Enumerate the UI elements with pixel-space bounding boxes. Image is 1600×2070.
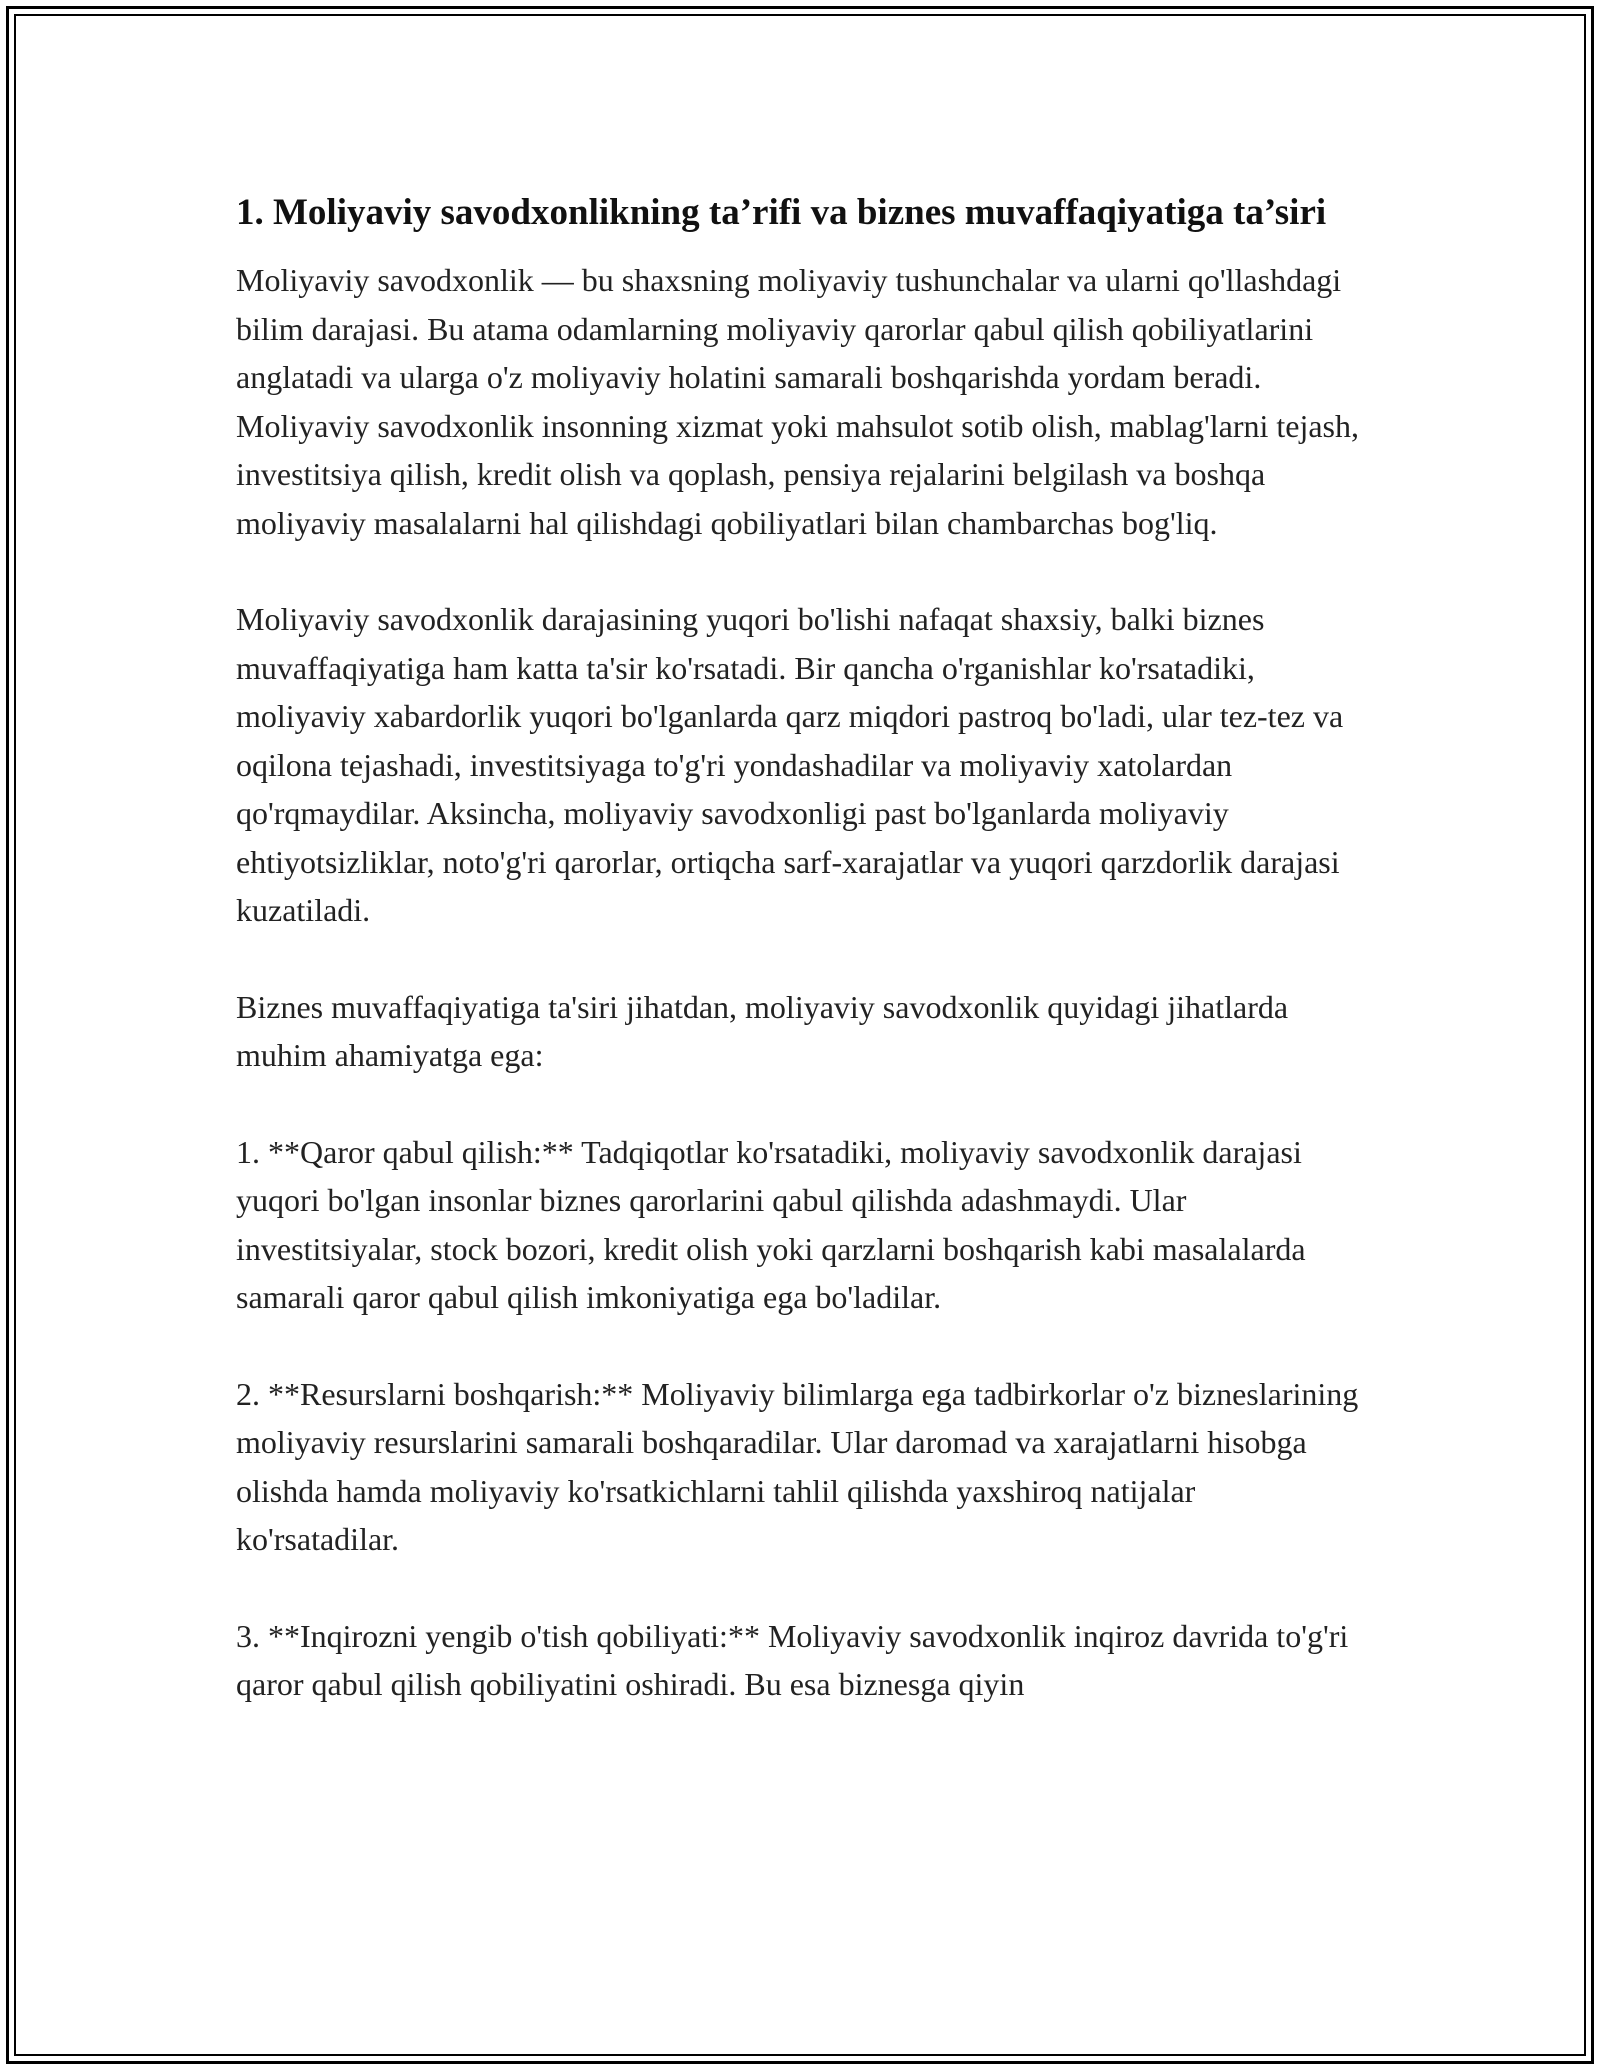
list-item-resource-management: 2. **Resurslarni boshqarish:** Moliyaviy bilimlarga ega tadbirkorlar o'z bizneslarining moliyaviy resurslarini samarali boshqaradilar. Ular daromad va xarajatlarni hisobga olishda hamda moliyaviy ko'rsatkichlarni tahlil qilishda yaxshiroq natijalar ko'rsatadilar. bbox=[236, 1375, 1359, 1557]
document-body bbox=[236, 186, 1366, 1757]
paragraph-definition: Moliyaviy savodxonlik — bu shaxsning moliyaviy tushunchalar va ularni qo'llashdagi bilim darajasi. Bu atama odamlarning moliyaviy qarorlar qabul qilish qobiliyatlarini anglatadi va ularga o'z moliyaviy holatini samarali boshqarishda yordam beradi. Moliyaviy savodxonlik insonning xizmat yoki mahsulot sotib olish, mablag'larni tejash, investitsiya qilish, kredit olish va qoplash, pensiya rejalarini belgilash va boshqa moliyaviy masalalarni hal qilishdagi qobiliyatlari bilan chambarchas bog'liq. bbox=[236, 262, 1359, 541]
list-item-decision-making: 1. **Qaror qabul qilish:** Tadqiqotlar ko'rsatadiki, moliyaviy savodxonlik darajasi yuqori bo'lgan insonlar biznes qarorlarini qabul qilishda adashmaydi. Ular investitsiyalar, stock bozori, kredit olish yoki qarzlarni boshqarish kabi masalalarda samarali qaror qabul qilish imkoniyatiga ega bo'ladilar. bbox=[236, 1133, 1306, 1315]
paragraph-aspects-intro: Biznes muvaffaqiyatiga ta'siri jihatdan, moliyaviy savodxonlik quyidagi jihatlarda muhim ahamiyatga ega: bbox=[236, 988, 1289, 1073]
list-item-crisis-resilience: 3. **Inqirozni yengib o'tish qobiliyati:** Moliyaviy savodxonlik inqiroz davrida to'g'ri qaror qabul qilish qobiliyatini oshiradi. Bu esa biznesga qiyin bbox=[236, 1617, 1349, 1702]
paragraph-impact: Moliyaviy savodxonlik darajasining yuqori bo'lishi nafaqat shaxsiy, balki biznes muvaffaqiyatiga ham katta ta'sir ko'rsatadi. Bir qancha o'rganishlar ko'rsatadiki, moliyaviy xabardorlik yuqori bo'lganlarda qarz miqdori pastroq bo'ladi, ular tez-tez va oqilona tejashadi, investitsiyaga to'g'ri yondashadilar va moliyaviy xatolardan qo'rqmaydilar. Aksincha, moliyaviy savodxonligi past bo'lganlarda moliyaviy ehtiyotsizliklar, noto'g'ri qarorlar, ortiqcha sarf-xarajatlar va yuqori qarzdorlik darajasi kuzatiladi. bbox=[236, 601, 1344, 928]
section-heading: 1. Moliyaviy savodxonlikning ta’rifi va biznes muvaffaqiyatiga ta’siri bbox=[236, 192, 1327, 233]
